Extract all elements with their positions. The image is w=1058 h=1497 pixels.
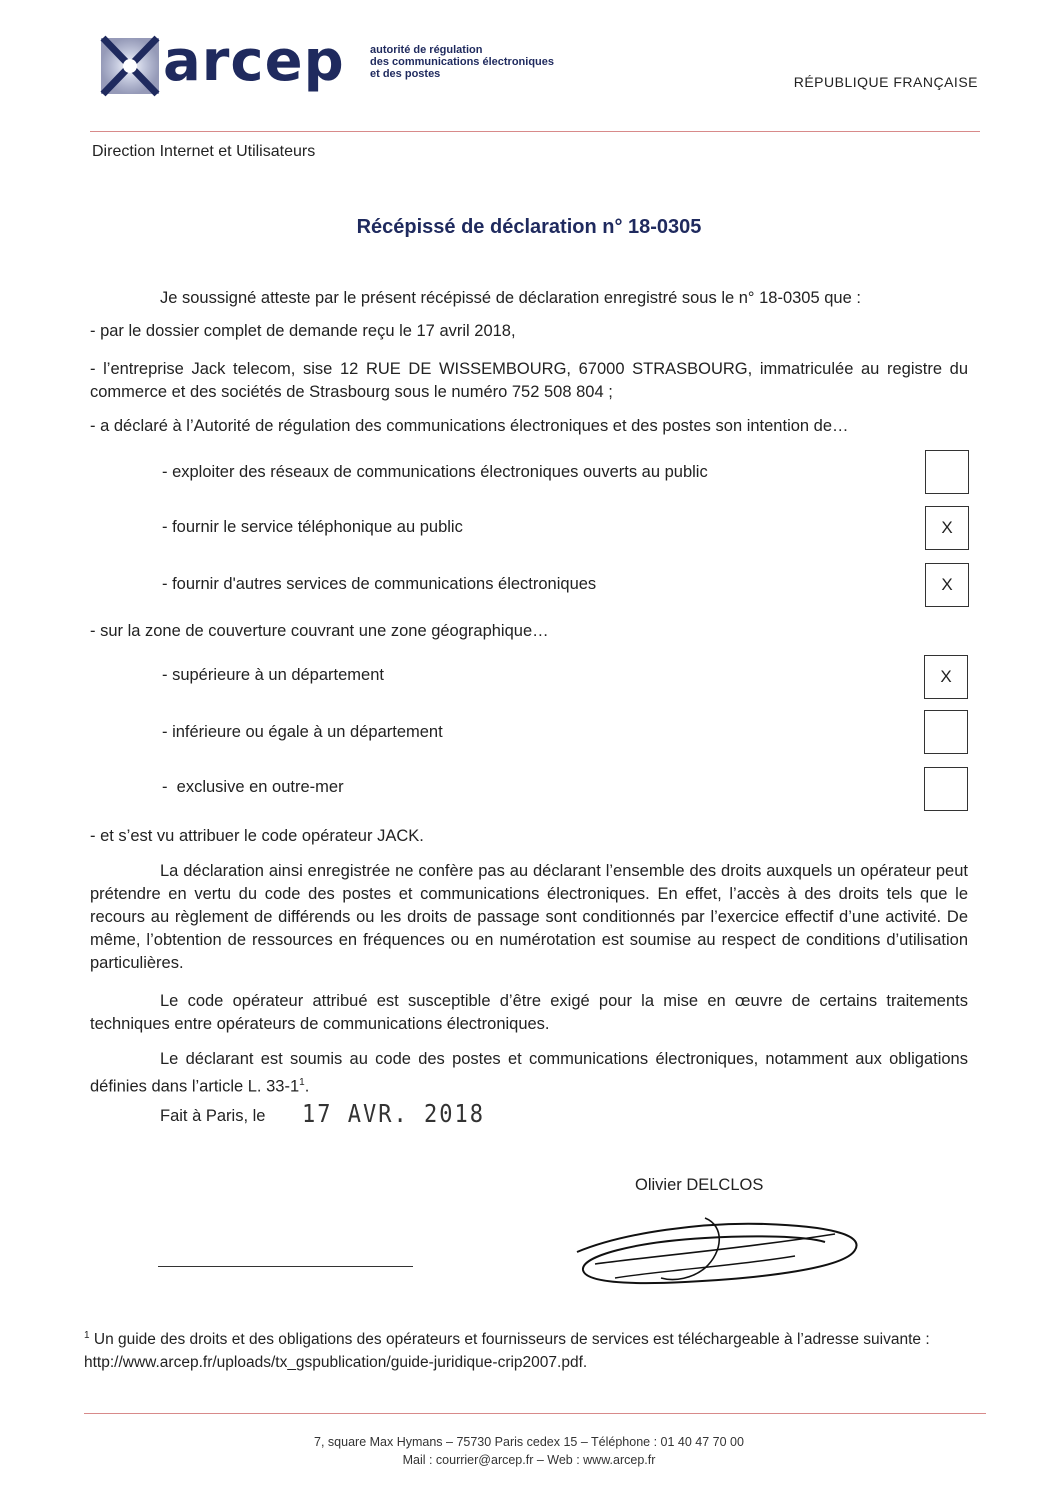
page-title: Récépissé de déclaration n° 18-0305 [356, 216, 702, 238]
coverage-checkbox [924, 767, 968, 811]
dossier-text: - par le dossier complet de demande reçu le 17 avril 2018, [90, 322, 516, 340]
intention-item: - fournir le service téléphonique au public [162, 518, 463, 536]
logo-tagline: autorité de régulation des communications électroniques et des postes [370, 44, 554, 80]
intro-text: Je soussigné atteste par le présent récépissé de déclaration enregistré sous le n° 18-0305 que : [160, 289, 861, 307]
arcep-logo [95, 30, 555, 102]
operator-code-text: - et s’est vu attribuer le code opérateur JACK. [90, 827, 424, 845]
signature-line [158, 1266, 413, 1267]
intention-item: - exploiter des réseaux de communications électroniques ouverts au public [162, 463, 708, 481]
coverage-item: - exclusive en outre-mer [162, 778, 344, 796]
declared-text: - a déclaré à l’Autorité de régulation des communications électroniques et des postes son intention de… [90, 417, 849, 435]
date-stamp: 17 AVR. 2018 [302, 1100, 485, 1129]
coverage-item: - inférieure ou égale à un département [162, 723, 443, 741]
intention-checkbox: X [925, 563, 969, 607]
footer-divider [84, 1413, 986, 1414]
department-name: Direction Internet et Utilisateurs [92, 143, 316, 160]
arcep-emblem-icon [95, 30, 165, 102]
logo-wordmark: arcep [163, 29, 345, 94]
signature-image [565, 1212, 865, 1292]
header-divider [90, 131, 980, 132]
paragraph-obligations: Le déclarant est soumis au code des postes et communications électroniques, notamment aux obligations définies dans l’article L. $33-1^1$. [90, 1050, 968, 1096]
footnote: $^1$ Un guide des droits et des obligations des opérateurs et fournisseurs de services est téléchargeable à l’adresse suivante : http://www.arcep.fr/uploads/tx_gspublication/guide-juridique-crip2007.pdf. [84, 1330, 930, 1372]
coverage-checkbox [924, 710, 968, 754]
coverage-item: - supérieure à un département [162, 666, 384, 684]
company-text: - l’entreprise Jack telecom, sise 12 RUE DE WISSEMBOURG, 67000 STRASBOURG, immatriculée au registre du commerce et des sociétés de Strasbourg sous le numéro 752 508 804 ; [90, 360, 968, 401]
coverage-intro: - sur la zone de couverture couvrant une zone géographique… [90, 622, 549, 640]
footer-address: 7, square Max Hymans – 75730 Paris cedex 15 – Téléphone : 01 40 47 70 00 [314, 1435, 744, 1449]
paragraph-operator-code: Le code opérateur attribué est susceptible d’être exigé pour la mise en œuvre de certains traitements techniques entre opérateurs de communications électroniques. [90, 992, 968, 1033]
intention-checkbox: X [925, 506, 969, 550]
coverage-checkbox: X [924, 655, 968, 699]
intention-checkbox [925, 450, 969, 494]
intention-item: - fournir d'autres services de communications électroniques [162, 575, 597, 593]
republic-label: RÉPUBLIQUE FRANÇAISE [793, 74, 978, 90]
paragraph-rights: La déclaration ainsi enregistrée ne confère pas au déclarant l’ensemble des droits auxquels un opérateur peut prétendre en vertu du code des postes et communications électroniques. En effet, l’accès à des droits tels que le recours au règlement de différends ou les droits de passage sont conditionnés par l’exercice effectif d’une activité. De même, l’obtention de ressources en fréquences ou en numérotation est soumise au respect de conditions d’utilisation particulières. [90, 862, 968, 972]
footer-contact: Mail : courrier@arcep.fr – Web : www.arcep.fr [402, 1453, 656, 1467]
place-text: Fait à Paris, le [160, 1107, 266, 1125]
signatory-name: Olivier DELCLOS [635, 1176, 764, 1194]
